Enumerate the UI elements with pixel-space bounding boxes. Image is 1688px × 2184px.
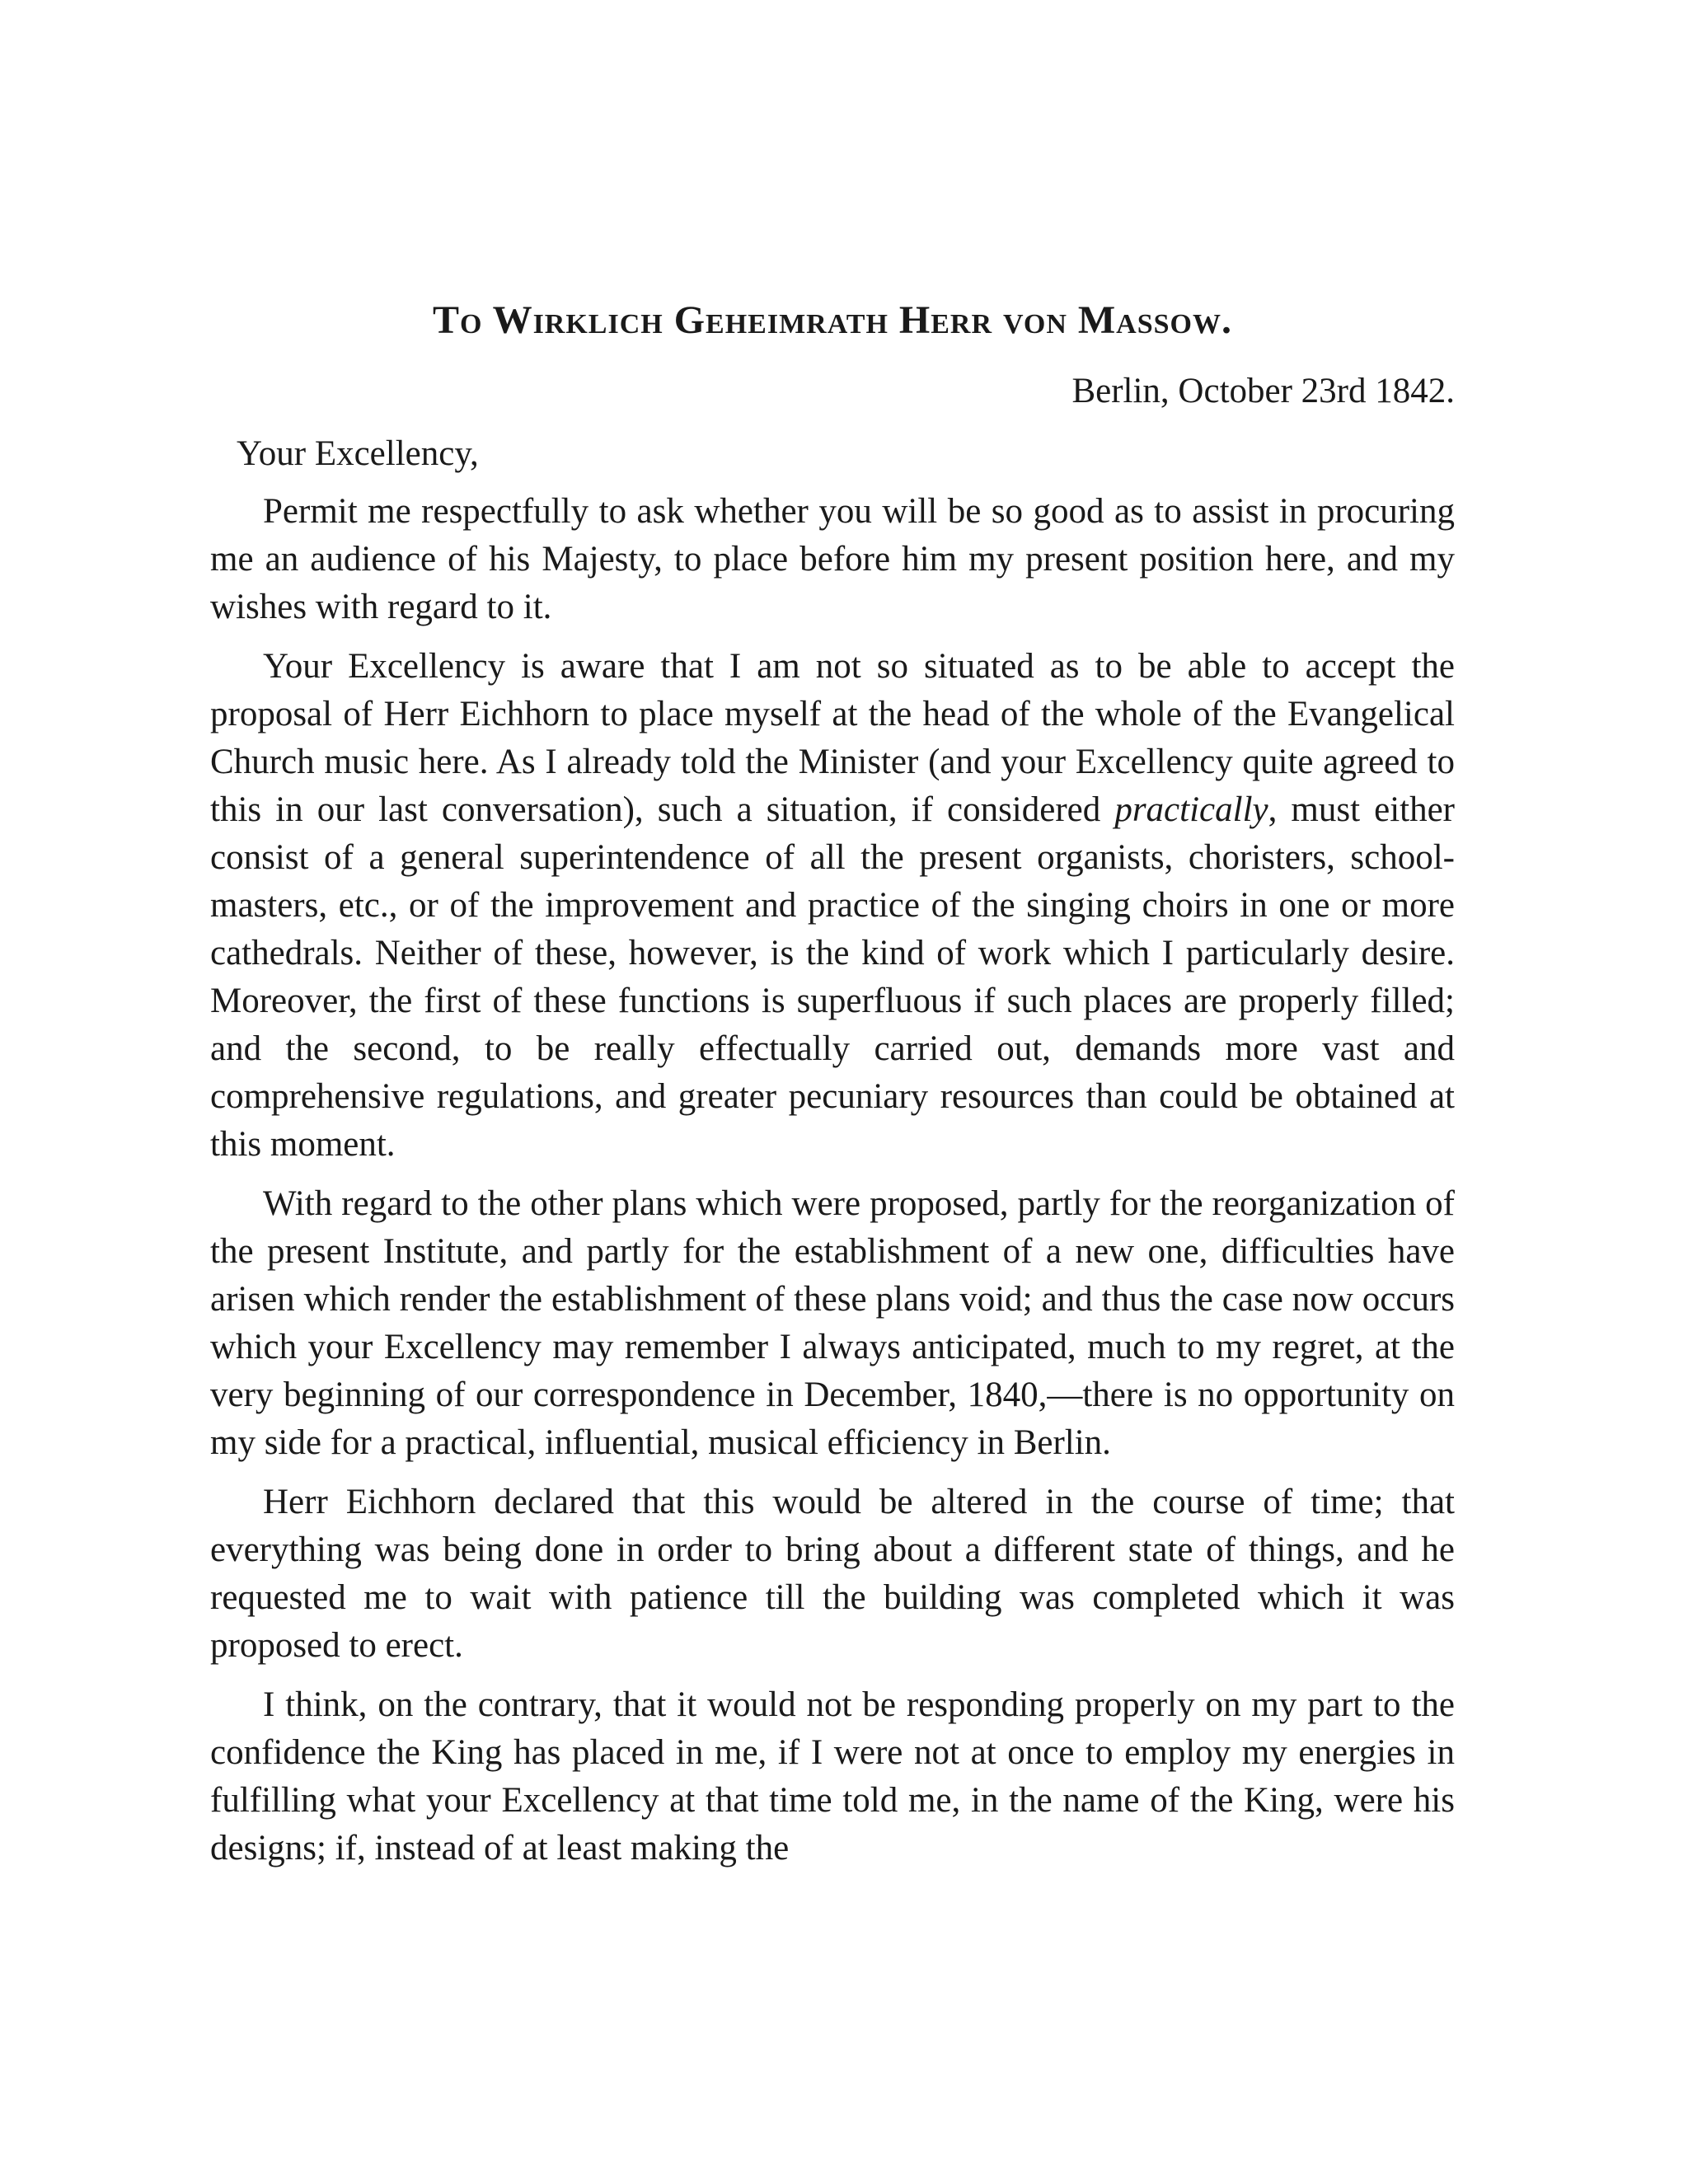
paragraph-2-emphasis: practically	[1114, 790, 1268, 829]
paragraph-2	[210, 643, 1455, 1169]
letter-page	[210, 297, 1455, 1884]
paragraph-2-text-end: , must either consist of a general superintendence of all the present organists, choristers, school-masters, etc., or of the improvement and practice of the singing choirs in one or more cathedrals. Neither of these, however, is the kind of work which I particularly desire. Moreover, the first of these functions is superfluous if such places are properly filled; and the second, to be really effectually carried out, demands more vast and comprehensive regulations, and greater pecuniary resources than could be obtained at this moment.	[210, 790, 1456, 1164]
letter-dateline: Berlin, October 23rd 1842.	[1071, 371, 1455, 410]
paragraph-3: With regard to the other plans which were proposed, partly for the reorganization of the present Institute, and partly for the establishment of a new one, difficulties have arisen which render the establishment of these plans void; and thus the case now occurs which your Excellency may remember I always anticipated, much to my regret, at the very beginning of our correspondence in December, 1840,—there is no opportunity on my side for a practical, influential, musical efficiency in Berlin.	[210, 1183, 1455, 1462]
paragraph-5: I think, on the contrary, that it would not be responding properly on my part to the confidence the King has placed in me, if I were not at once to employ my energies in fulfilling what your Excellency at that time told me, in the name of the King, were his designs; if, instead of at least making the	[210, 1685, 1455, 1868]
paragraph-4: Herr Eichhorn declared that this would be altered in the course of time; that everything was being done in order to bring about a different state of things, and he requested me to wait with patience till the building was completed which it was proposed to erect.	[210, 1482, 1455, 1665]
paragraph-2-text-start: Your Excellency is aware that I am not so situated as to be able to accept the proposal of Herr Eichhorn to place myself at the head of the whole of the Evangelical Church music here. As I already told the Minister (and your Excellency quite agreed to this in our last conversation), such a situation, if considered	[210, 646, 1455, 829]
paragraph-1: Permit me respectfully to ask whether you will be so good as to assist in procuring me an audience of his Majesty, to place before him my present position here, and my wishes with regard to it.	[210, 491, 1455, 626]
letter-title: To Wirklich Geheimrath Herr von Massow.	[432, 298, 1233, 342]
letter-salutation: Your Excellency,	[237, 434, 479, 473]
